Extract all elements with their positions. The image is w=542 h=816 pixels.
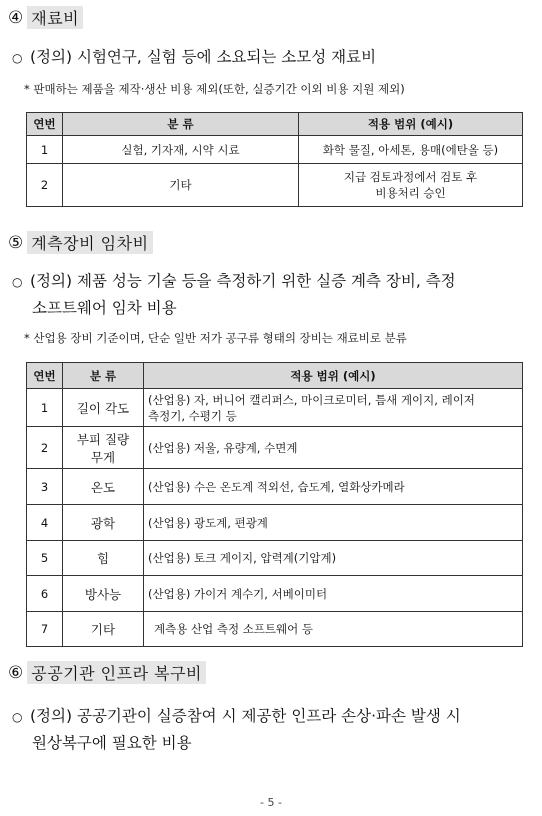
bullet-marker: ○: [12, 274, 23, 289]
header-scope: 적용 범위 (예시): [299, 113, 523, 136]
row-scope: (산업용) 수은 온도계 적외선, 습도계, 열화상카메라: [144, 469, 523, 505]
row-scope: (산업용) 저울, 유량계, 수면계: [144, 427, 523, 469]
bullet-marker: ○: [12, 50, 23, 65]
header-no: 연번: [27, 363, 63, 389]
definition-line: (정의) 제품 성능 기술 등을 측정하기 위한 실증 계측 장비, 측정: [30, 272, 456, 290]
section-heading: 공공기관 인프라 복구비: [27, 661, 206, 684]
table-row: [27, 427, 523, 469]
table-row: [27, 164, 523, 207]
header-category: 분 류: [63, 363, 144, 389]
scope-line: 비용처리 승인: [375, 186, 446, 200]
table-header-row: [27, 363, 523, 389]
section-5-title: [8, 231, 153, 254]
table-row: [27, 612, 523, 647]
row-category: 기타: [63, 164, 299, 207]
section-4-note: * 판매하는 제품을 제작·생산 비용 제외(또한, 실증기간 이외 비용 지원 제외): [24, 82, 405, 96]
row-no: 7: [27, 612, 63, 647]
row-scope: 화학 물질, 아세톤, 용매(에탄올 등): [299, 136, 523, 164]
table-row: [27, 576, 523, 612]
row-category: 온도: [63, 469, 144, 505]
row-no: 4: [27, 505, 63, 541]
row-category: 광학: [63, 505, 144, 541]
definition-line: 원상복구에 필요한 비용: [32, 733, 192, 752]
header-no: 연번: [27, 113, 63, 136]
row-scope: (산업용) 가이거 계수기, 서베이미터: [144, 576, 523, 612]
row-scope: [299, 164, 523, 207]
row-category: 길이 각도: [63, 389, 144, 427]
table-header-row: [27, 113, 523, 136]
scope-line: (산업용) 자, 버니어 캘리퍼스, 마이크로미터, 틈새 게이지, 레이저: [148, 392, 475, 407]
section-6-title: [8, 661, 206, 684]
section-4-definition: [12, 44, 532, 71]
row-no: 1: [27, 389, 63, 427]
table-row: [27, 505, 523, 541]
row-category: 기타: [63, 612, 144, 647]
category-line: 무게: [90, 449, 116, 465]
header-scope: 적용 범위 (예시): [144, 363, 523, 389]
equipment-table: [26, 362, 523, 647]
table-row: [27, 469, 523, 505]
row-scope: [144, 389, 523, 427]
row-category: [63, 427, 144, 469]
scope-line: 측정기, 수평기 등: [148, 408, 237, 423]
page-number: - 5 -: [260, 796, 282, 809]
section-number: ⑤: [8, 232, 24, 253]
table-row: [27, 136, 523, 164]
definition-line: 소프트웨어 임차 비용: [32, 298, 177, 317]
table-row: [27, 541, 523, 576]
section-5-definition: [12, 268, 532, 321]
table-row: [27, 389, 523, 427]
row-no: 1: [27, 136, 63, 164]
row-category: 방사능: [63, 576, 144, 612]
section-number: ④: [8, 7, 24, 28]
section-number: ⑥: [8, 662, 24, 683]
row-no: 5: [27, 541, 63, 576]
bullet-marker: ○: [12, 709, 23, 724]
section-4-title: [8, 6, 83, 29]
section-6-definition: [12, 703, 532, 756]
row-no: 6: [27, 576, 63, 612]
materials-table: [26, 112, 523, 207]
section-5-note: * 산업용 장비 기준이며, 단순 일반 저가 공구류 형태의 장비는 재료비로 분류: [24, 331, 407, 345]
definition-line: (정의) 시험연구, 실험 등에 소요되는 소모성 재료비: [30, 48, 377, 66]
row-no: 2: [27, 164, 63, 207]
row-scope: 계측용 산업 측정 소프트웨어 등: [144, 612, 523, 647]
section-heading: 재료비: [27, 6, 83, 29]
scope-line: 지급 검토과정에서 검토 후: [343, 170, 478, 184]
row-category: 힘: [63, 541, 144, 576]
row-no: 2: [27, 427, 63, 469]
section-heading: 계측장비 임차비: [27, 231, 152, 254]
row-no: 3: [27, 469, 63, 505]
row-category: 실험, 기자재, 시약 시료: [63, 136, 299, 164]
definition-line: (정의) 공공기관이 실증참여 시 제공한 인프라 손상·파손 발생 시: [30, 707, 461, 725]
row-scope: (산업용) 토크 게이지, 압력계(기압계): [144, 541, 523, 576]
category-line: 부피 질량: [76, 431, 130, 447]
row-scope: (산업용) 광도계, 편광계: [144, 505, 523, 541]
header-category: 분 류: [63, 113, 299, 136]
